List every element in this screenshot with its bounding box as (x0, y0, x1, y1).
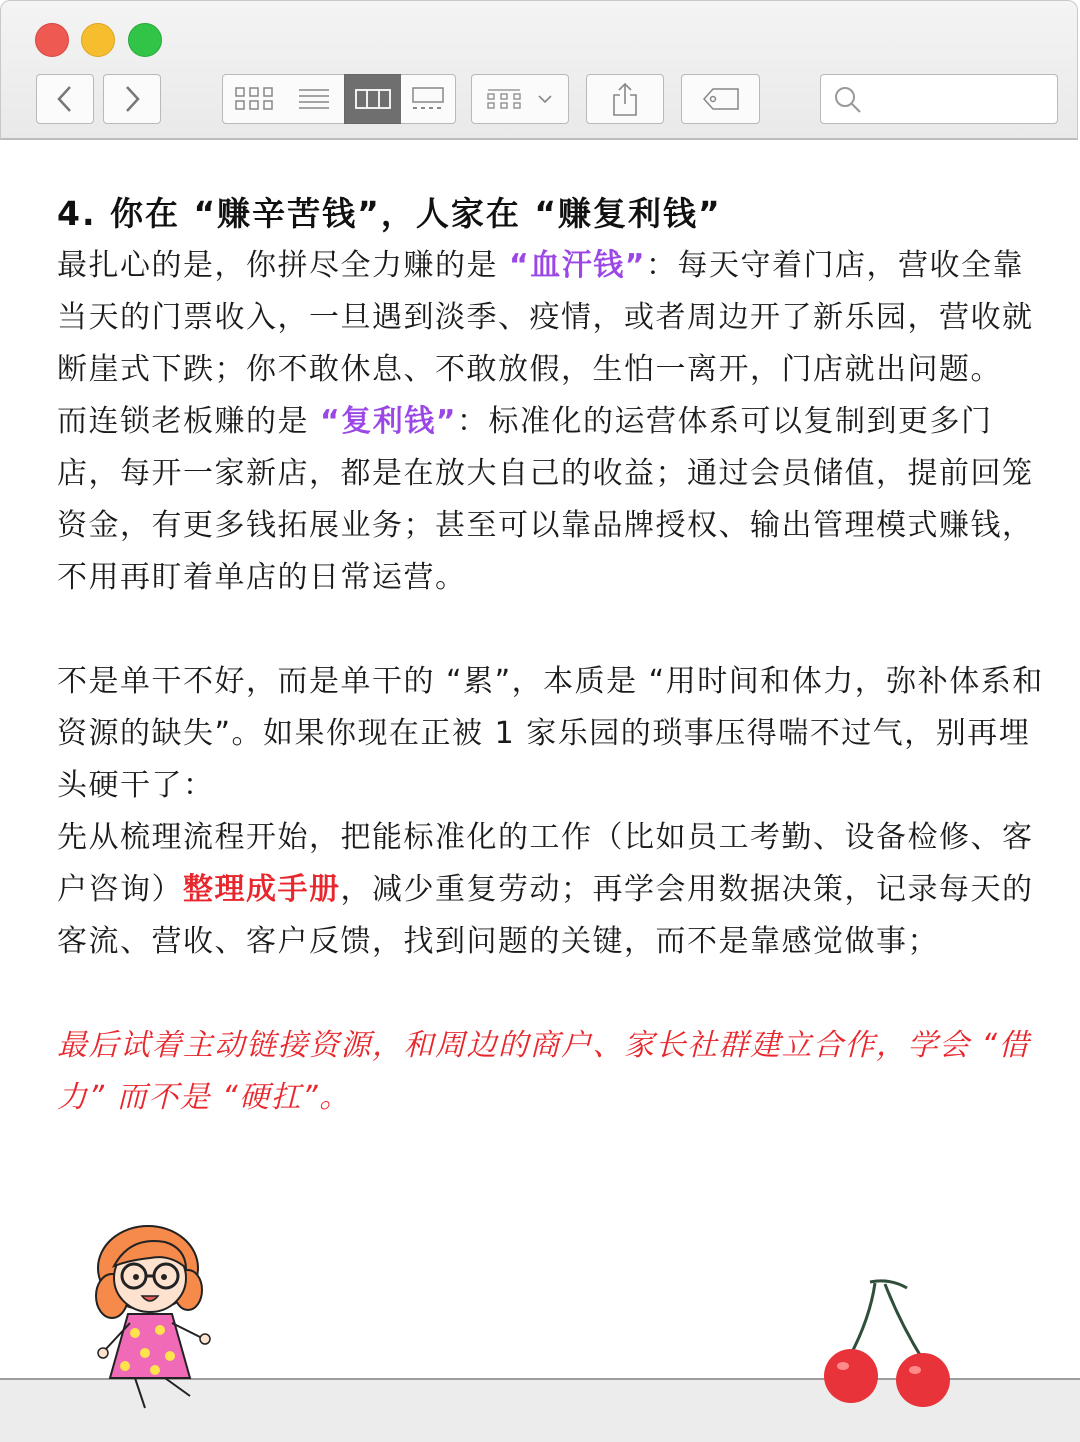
forward-button[interactable] (103, 74, 161, 124)
girl-illustration (90, 1218, 220, 1418)
highlight-sweat-money: “血汗钱” (509, 248, 646, 283)
paragraph-compound-money (57, 396, 1047, 604)
zoom-window-button[interactable] (128, 23, 162, 57)
icon-view-button[interactable] (222, 74, 285, 124)
arrange-dropdown[interactable] (471, 74, 569, 124)
paragraph-text: 而连锁老板赚的是 (57, 404, 321, 439)
share-button[interactable] (586, 74, 664, 124)
paragraph-text: 最扎心的是，你拼尽全力赚的是 (57, 248, 510, 283)
list-view-icon (297, 87, 331, 111)
spacer (57, 604, 1047, 656)
close-window-button[interactable] (35, 23, 69, 57)
paragraph-connect-resources: 最后试着主动链接资源，和周边的商户、家长社群建立合作，学会 “借力” 而不是 “硬扛”。 (57, 1028, 1031, 1115)
highlight-manual: 整理成手册 (183, 872, 341, 907)
spacer (57, 968, 1047, 1020)
list-view-button[interactable] (284, 74, 345, 124)
tag-button[interactable] (681, 74, 760, 124)
paragraph-standardize (57, 812, 1047, 968)
paragraph-text: ，减少重复劳动；再学会用数据决策，记录每天的客流、营收、客户反馈，找到问题的关键，而不是靠感觉做事； (57, 872, 1034, 959)
back-button[interactable] (36, 74, 94, 124)
gallery-view-icon (409, 86, 447, 112)
section-heading: 4. 你在 “赚辛苦钱”，人家在 “赚复利钱” (57, 194, 722, 233)
minimize-window-button[interactable] (81, 23, 115, 57)
share-icon (611, 81, 639, 117)
column-view-icon (354, 87, 392, 111)
paragraph-sweat-money (57, 240, 1047, 396)
column-view-button[interactable] (344, 74, 402, 124)
article-body (57, 188, 1047, 1124)
gallery-view-button[interactable] (401, 74, 456, 124)
paragraph-text: 先从梳理流程开始，把能标准化的工作（比如员工考勤、设备检修、客户咨询） (57, 820, 1034, 907)
cherry-illustration (815, 1278, 960, 1418)
chevron-down-icon (536, 93, 554, 105)
forward-arrow-icon (122, 84, 142, 114)
paragraph-text: ：标准化的运营体系可以复制到更多门店，每开一家新店，都是在放大自己的收益；通过会员储值，提前回笼资金，有更多钱拓展业务；甚至可以靠品牌授权、输出管理模式赚钱，不用再盯着单店的日常运营。 (57, 404, 1034, 595)
paragraph-solo-work: 不是单干不好，而是单干的 “累”，本质是 “用时间和体力，弥补体系和资源的缺失”。如果你现在正被 1 家乐园的琐事压得喘不过气，别再埋头硬干了： (57, 664, 1044, 803)
search-field[interactable] (820, 74, 1058, 124)
back-arrow-icon (55, 84, 75, 114)
tag-icon (701, 86, 741, 112)
icon-view-icon (234, 86, 274, 112)
window-toolbar (0, 0, 1078, 140)
search-icon (833, 85, 863, 115)
arrange-icon (486, 87, 526, 111)
highlight-compound-money: “复利钱” (320, 404, 457, 439)
paragraph-text: ：每天守着门店，营收全靠当天的门票收入，一旦遇到淡季、疫情，或者周边开了新乐园，营收就断崖式下跌；你不敢休息、不敢放假，生怕一离开，门店就出问题。 (57, 248, 1034, 387)
